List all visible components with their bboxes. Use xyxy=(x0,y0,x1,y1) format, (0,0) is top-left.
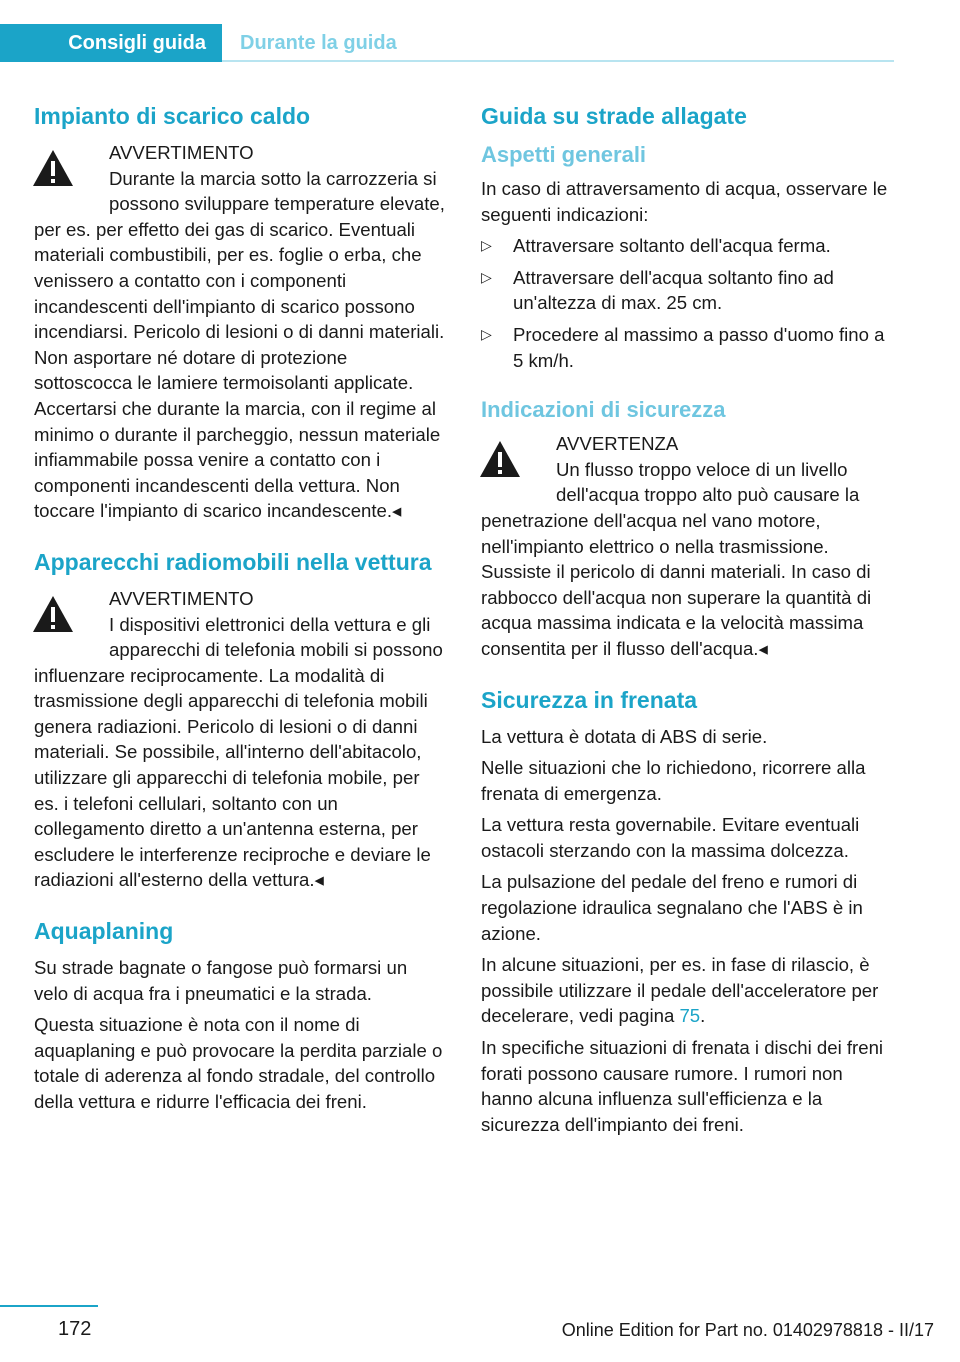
warning-triangle-icon xyxy=(31,594,75,634)
paragraph: La pulsazione del pedale del freno e rumori di regolazione idraulica segnalano che l'ABS è in azione. xyxy=(481,871,863,944)
paragraph: Questa situazione è nota con il nome di aquaplaning e può provocare la perdita parziale o totale di aderenza al fondo stradale, del controllo della vettura e ridurre l'efficacia dei freni. xyxy=(34,1014,443,1112)
paragraph: La vettura è dotata di ABS di serie. xyxy=(481,725,768,747)
list-item xyxy=(481,322,893,373)
warning-title: AVVERTENZA xyxy=(556,433,679,455)
section-heading: Apparecchi radiomobili nella vettura xyxy=(34,548,432,575)
chapter-header xyxy=(0,24,894,62)
warning-block xyxy=(34,586,446,893)
footer-divider xyxy=(0,1305,98,1307)
instruction-list xyxy=(481,233,893,373)
section-tab[interactable]: Durante la guida xyxy=(240,31,397,54)
section-heading: Sicurezza in frenata xyxy=(481,686,698,713)
subsection-safety xyxy=(481,395,893,661)
paragraph: Su strade bagnate o fangose può formarsi un velo di acqua fra i pneumatici e la strada. xyxy=(34,957,408,1004)
list-item xyxy=(481,233,893,259)
subsection-general xyxy=(481,140,893,373)
warning-text: Durante la marcia sotto la carrozzeria si possono sviluppare temperature elevate, per es. per effetto dei gas di scarico. Eventuali materiali combustibili, per es. foglie o erba, che venissero a contatto con i componenti incandescenti dell'impianto di scarico possono incendiarsi. Pericolo di lesioni o di danni materiali. Non asportare né dotare di protezione sottoscocca le lamiere termoisolanti applicate. Accertarsi che durante la marcia, con il regime al minimo o durante il parcheggio, nessun materiale infiammabile possa venire a contatto con i componenti incandescenti della vettura. Non toccare l'impianto di scarico incandescente.◂ xyxy=(34,167,445,522)
warning-block xyxy=(481,431,893,661)
paragraph-text: In alcune situazioni, per es. in fase di rilascio, è possibile utilizzare il pedale dell'acceleratore per decelerare, vedi pagina xyxy=(481,954,879,1027)
section-heading: Aquaplaning xyxy=(34,918,174,945)
warning-text: I dispositivi elettronici della vettura e gli apparecchi di telefonia mobili si possono influenzare reciprocamente. La modalità di trasmissione degli apparecchi di telefonia mobili genera radiazioni. Pericolo di lesioni o di danni materiali. Se possibile, all'interno dell'abitacolo, utilizzare gli apparecchi di telefonia mobile, per es. i telefoni cellulari, soltanto con un collegamento diretto a un'antenna esterna, per escludere le interferenze reciproche e deviare le radiazioni all'esterno della vettura.◂ xyxy=(34,613,443,891)
section-hot-exhaust xyxy=(34,100,446,524)
warning-block xyxy=(34,140,446,524)
warning-title: AVVERTIMENTO xyxy=(109,142,254,163)
section-heading: Guida su strade allagate xyxy=(481,103,747,129)
paragraph: Nelle situazioni che lo richiedono, ricorrere alla frenata di emergenza. xyxy=(481,757,866,804)
right-column xyxy=(481,100,893,1159)
bullet-triangle-icon: ▷ xyxy=(481,325,492,342)
section-aquaplaning xyxy=(34,915,446,1115)
section-mobile-devices xyxy=(34,546,446,893)
header-divider xyxy=(222,60,894,62)
subsection-heading: Indicazioni di sicurezza xyxy=(481,397,726,423)
paragraph-text: . xyxy=(700,1005,706,1027)
list-item xyxy=(481,265,893,316)
page-reference-link[interactable]: 75 xyxy=(679,1005,701,1027)
section-heading: Impianto di scarico caldo xyxy=(34,103,311,129)
paragraph: La vettura resta governabile. Evitare eventuali ostacoli sterzando con la massima dolcezza. xyxy=(481,814,860,861)
list-item-text: Attraversare soltanto dell'acqua ferma. xyxy=(513,235,831,257)
edition-footer: Online Edition for Part no. 01402978818 - II/17 xyxy=(561,1320,934,1340)
subsection-heading: Aspetti generali xyxy=(481,142,647,167)
page-number: 172 xyxy=(58,1318,92,1340)
paragraph xyxy=(481,952,893,1029)
warning-text: Un flusso troppo veloce di un livello dell'acqua troppo alto può causare la penetrazione dell'acqua nel vano motore, nell'impianto elettrico o nella trasmissione. Sussiste il pericolo di danni materiali. In caso di rabbocco dell'acqua non superare la quantità di acqua massima indicata e la velocità massima consentita per il flusso dell'acqua.◂ xyxy=(481,458,872,659)
list-item-text: Attraversare dell'acqua soltanto fino ad un'altezza di max. 25 cm. xyxy=(513,266,834,314)
warning-title: AVVERTIMENTO xyxy=(109,587,254,609)
list-item-text: Procedere al massimo a passo d'uomo fino a 5 km/h. xyxy=(513,323,885,371)
paragraph: In specifiche situazioni di frenata i dischi dei freni forati possono causare rumore. I rumori non hanno alcuna influenza sull'efficienza e la sicurezza dell'impianto dei freni. xyxy=(481,1037,884,1135)
section-braking xyxy=(481,684,893,1138)
paragraph: In caso di attraversamento di acqua, osservare le seguenti indicazioni: xyxy=(481,178,888,225)
bullet-triangle-icon: ▷ xyxy=(481,237,492,254)
bullet-triangle-icon: ▷ xyxy=(481,268,492,285)
warning-triangle-icon xyxy=(31,148,75,188)
left-column xyxy=(34,100,446,1137)
warning-triangle-icon xyxy=(478,439,522,479)
chapter-tab-active[interactable]: Consigli guida xyxy=(0,24,222,62)
